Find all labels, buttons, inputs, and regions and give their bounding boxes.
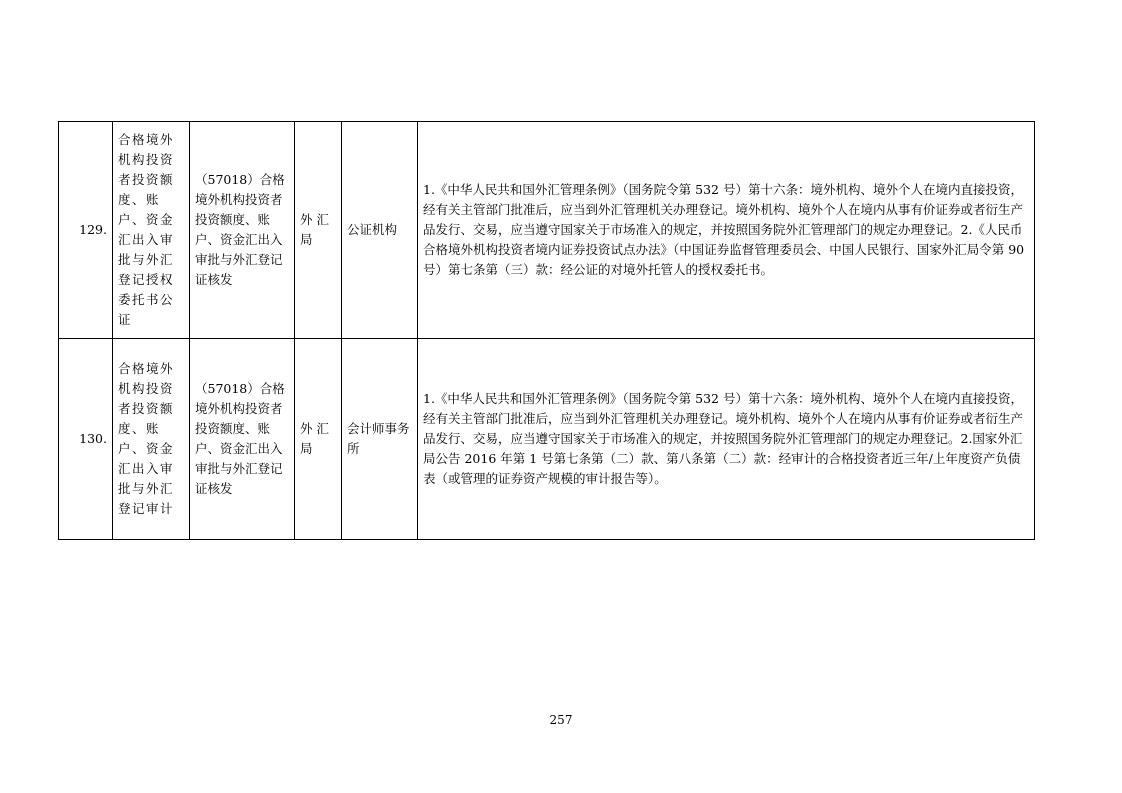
row-number: 129. [59, 122, 113, 339]
department: 外汇局 [295, 339, 342, 540]
department: 外汇局 [295, 122, 342, 339]
table-row [59, 339, 1035, 540]
intermediary-item: 合格境外机构投资者投资额度、账户、资金汇出入审批与外汇登记授权委托书公证 [113, 122, 190, 339]
material-source: 会计师事务所 [342, 339, 418, 540]
legal-basis: 1.《中华人民共和国外汇管理条例》（国务院令第 532 号）第十六条：境外机构、境外个人在境内直接投资，经有关主管部门批准后，应当到外汇管理机关办理登记。境外机构、境外个人在境内从事有价证券或者衍生产品发行、交易，应当遵守国家关于市场准入的规定，并按照国务院外汇管理部门的规定办理登记。2.国家外汇局公告 2016 年第 1 号第七条第（二）款、第八条第（二）款：经审计的合格投资者近三年/上年度资产负债表（或管理的证券资产规模的审计报告等）。 [418, 339, 1035, 540]
intermediary-item: 合格境外机构投资者投资额度、账户、资金汇出入审批与外汇登记审计 [113, 339, 190, 540]
row-number: 130. [59, 339, 113, 540]
approval-item: （57018）合格境外机构投资者投资额度、账户、资金汇出入审批与外汇登记证核发 [190, 122, 295, 339]
legal-basis: 1.《中华人民共和国外汇管理条例》（国务院令第 532 号）第十六条：境外机构、境外个人在境内直接投资，经有关主管部门批准后，应当到外汇管理机关办理登记。境外机构、境外个人在境内从事有价证券或者衍生产品发行、交易，应当遵守国家关于市场准入的规定，并按照国务院外汇管理部门的规定办理登记。2.《人民币合格境外机构投资者境内证券投资试点办法》（中国证券监督管理委员会、中国人民银行、国家外汇局令第 90 号）第七条第（三）款：经公证的对境外托管人的授权委托书。 [418, 122, 1035, 339]
page-number: 257 [549, 713, 573, 727]
material-source: 公证机构 [342, 122, 418, 339]
approval-item: （57018）合格境外机构投资者投资额度、账户、资金汇出入审批与外汇登记证核发 [190, 339, 295, 540]
table-row [59, 122, 1035, 339]
regulation-table [58, 121, 1035, 540]
